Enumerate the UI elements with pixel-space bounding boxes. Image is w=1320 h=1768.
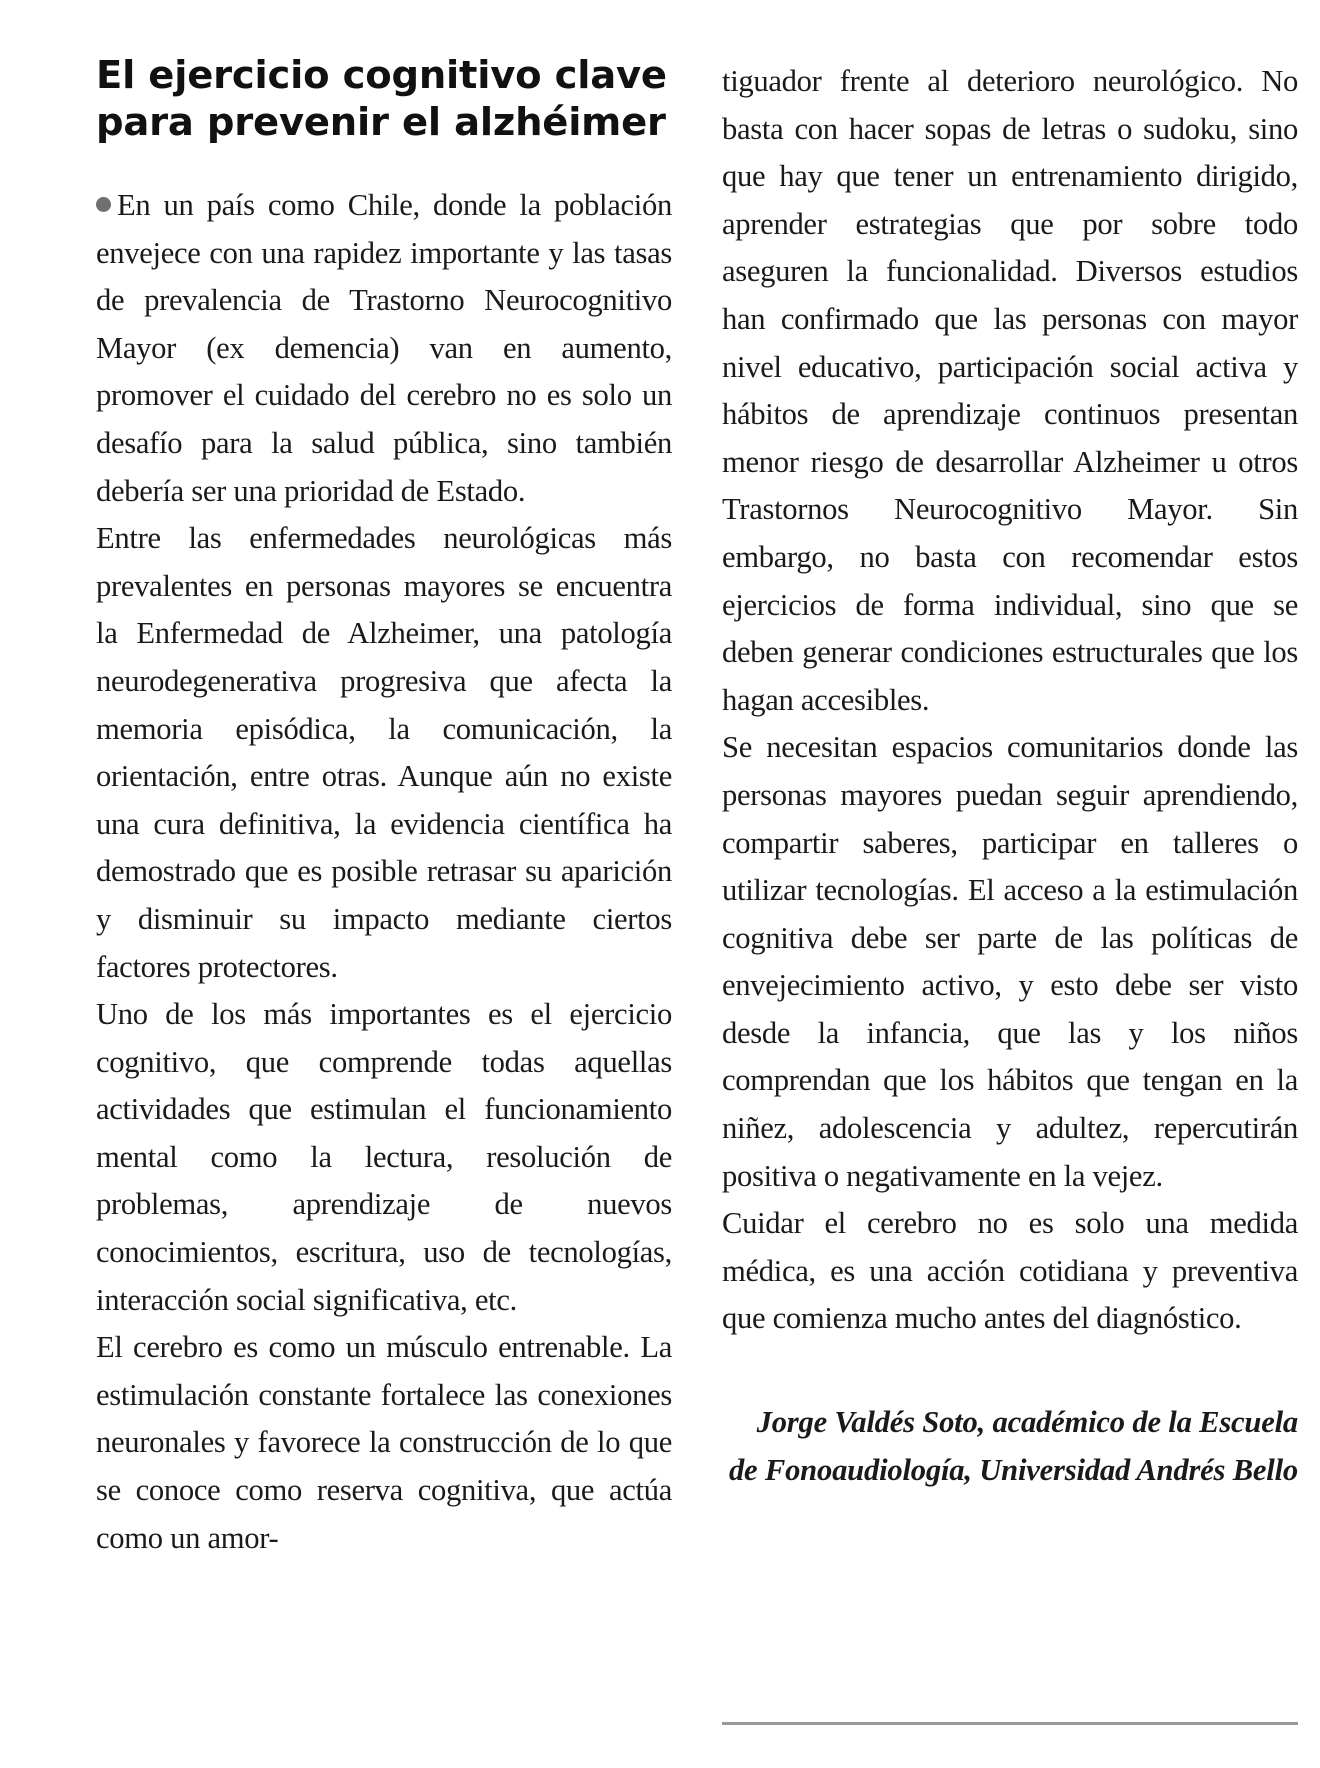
bottom-divider [722,1722,1298,1725]
paragraph-2: Entre las enfermedades neurológicas más prevalentes en personas mayores se encuentra la Enfermedad de Alzheimer, una patología neurodegenerativa progresiva que afecta la memoria episódica, la comunicación, la orientación, entre otras. Aunque aún no existe una cura definitiva, la evidencia científica ha demostrado que es posible retrasar su aparición y disminuir su impacto mediante ciertos factores protectores. [96,521,672,984]
paragraph-4: El cerebro es como un músculo entrenable. La estimulación constante fortalece las conexiones neuronales y favorece la construcción de lo que se conoce como reserva cognitiva, que actúa como un amor- [96,1330,672,1555]
left-column-body [96,182,672,1562]
right-column [722,58,1298,1494]
paragraph-3: Uno de los más importantes es el ejercicio cognitivo, que comprende todas aquellas actividades que estimulan el funcionamiento mental como la lectura, resolución de problemas, aprendizaje de nuevos conocimientos, escritura, uso de tecnologías, interacción social significativa, etc. [96,997,672,1317]
author-signature: Jorge Valdés Soto, académico de la Escuela de Fonoaudiología, Universidad Andrés Bello [728,1405,1298,1487]
right-column-body [722,58,1298,1343]
paragraph-6: Se necesitan espacios comunitarios donde las personas mayores puedan seguir aprendiendo, compartir saberes, participar en talleres o utilizar tecnologías. El acceso a la estimulación cognitiva debe ser parte de las políticas de envejecimiento activo, y esto debe ser visto desde la infancia, que las y los niños comprendan que los hábitos que tengan en la niñez, adolescencia y adultez, repercutirán positiva o negativamente en la vejez. [722,730,1298,1193]
article-title: El ejercicio cognitivo clave para prevenir el alzhéimer [96,53,667,145]
paragraph-1 [96,182,672,515]
paragraph-5: tiguador frente al deterioro neurológico. No basta con hacer sopas de letras o sudoku, sino que hay que tener un entrenamiento dirigido, aprender estrategias que por sobre todo aseguren la funcionalidad. Diversos estudios han confirmado que las personas con mayor nivel educativo, participación social activa y hábitos de aprendizaje continuos presentan menor riesgo de desarrollar Alzheimer u otros Trastornos Neurocognitivo Mayor. Sin embargo, no basta con recomendar estos ejercicios de forma individual, sino que se deben generar condiciones estructurales que los hagan accesibles. [722,64,1298,717]
bullet-dot-icon [96,197,111,212]
paragraph-1-text: En un país como Chile, donde la población envejece con una rapidez importante y las tasas de prevalencia de Trastorno Neurocognitivo Mayor (ex demencia) van en aumento, promover el cuidado del cerebro no es solo un desafío para la salud pública, sino también debería ser una prioridad de Estado. [96,188,672,508]
left-column [96,52,672,1562]
paragraph-7: Cuidar el cerebro no es solo una medida médica, es una acción cotidiana y preventiva que comienza mucho antes del diagnóstico. [722,1206,1298,1336]
